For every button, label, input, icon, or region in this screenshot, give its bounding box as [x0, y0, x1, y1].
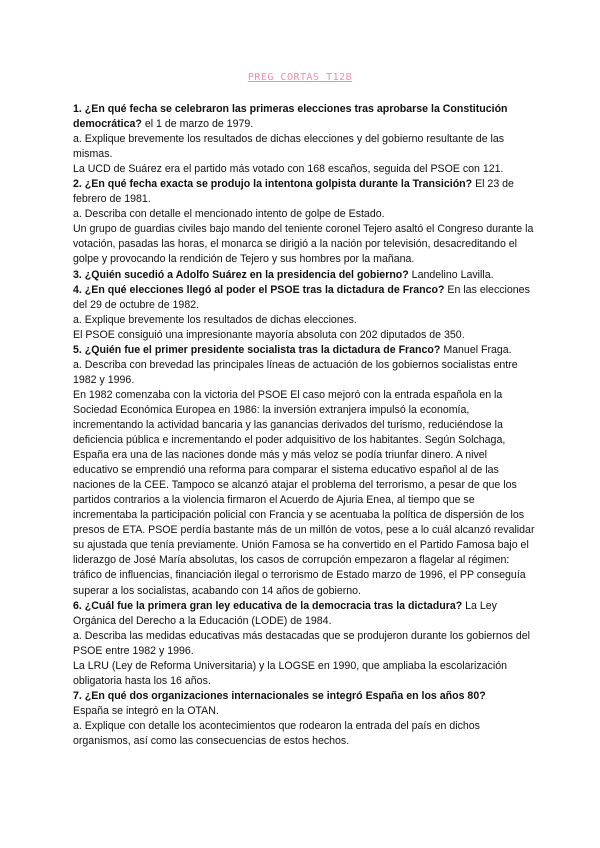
paragraph: El PSOE consiguió una impresionante mayoría absoluta con 202 diputados de 350. — [73, 328, 465, 341]
answer-text: el 1 de marzo de 1979. — [141, 118, 254, 131]
paragraph: a. Describa con detalle el mencionado intento de golpe de Estado. — [73, 208, 385, 221]
question-1 — [73, 102, 535, 132]
paragraph: La LRU (Ley de Reforma Universitaria) y la LOGSE en 1990, que ampliaba la escolarización obligatoria hasta los 16 años. — [73, 659, 507, 687]
question-2 — [73, 177, 535, 207]
question-7 — [73, 689, 535, 704]
answer-text: Manuel Fraga. — [440, 343, 512, 356]
answer-text: En las elecciones del 29 de octubre de 1982. — [73, 283, 530, 311]
question-6 — [73, 599, 535, 629]
paragraph: a. Explique con detalle los acontecimientos que rodearon la entrada del país en dichos organismos, así como las consecuencias de estos hechos. — [73, 719, 480, 747]
question-text: 3. ¿Quién sucedió a Adolfo Suárez en la presidencia del gobierno? — [73, 268, 409, 281]
paragraph: La UCD de Suárez era el partido más votado con 168 escaños, seguida del PSOE con 121. — [73, 163, 504, 176]
paragraph: Un grupo de guardias civiles bajo mando del teniente coronel Tejero asaltó el Congreso durante la votación, pasadas las horas, el monarca se dirigió a la nación por televisión, desacreditando el golpe y provocando la rendición de Tejero y sus hombres por la mañana. — [73, 223, 534, 266]
paragraph: España se integró en la OTAN. — [73, 704, 219, 717]
paragraph: a. Explique brevemente los resultados de dichas elecciones. — [73, 313, 357, 326]
question-text: 5. ¿Quién fue el primer presidente socialista tras la dictadura de Franco? — [73, 343, 441, 356]
question-text: 7. ¿En qué dos organizaciones internacionales se integró España en los años 80? — [73, 689, 486, 702]
paragraph: a. Explique brevemente los resultados de dichas elecciones y del gobierno resultante de las mismas. — [73, 133, 505, 161]
question-4 — [73, 283, 535, 313]
question-text: 2. ¿En qué fecha exacta se produjo la intentona golpista durante la Transición? — [73, 178, 473, 191]
question-text: 1. ¿En qué fecha se celebraron las primeras elecciones tras aprobarse la Constitución democrática? — [73, 103, 508, 131]
page-title: PREG CORTAS T12B — [247, 72, 353, 83]
question-text: 6. ¿Cuál fue la primera gran ley educativa de la democracia tras la dictadura? — [73, 599, 463, 612]
answer-text: El 23 de febrero de 1981. — [73, 178, 514, 206]
answer-text: La Ley Orgánica del Derecho a la Educación (LODE) de 1984. — [73, 599, 497, 627]
question-5 — [73, 343, 535, 358]
question-3 — [73, 268, 535, 283]
question-text: 4. ¿En qué elecciones llegó al poder el PSOE tras la dictadura de Franco? — [73, 283, 445, 296]
paragraph: a. Describa con brevedad las principales líneas de actuación de los gobiernos socialistas entre 1982 y 1996. — [73, 358, 518, 386]
paragraph: a. Describa las medidas educativas más destacadas que se produjeron durante los gobiernos del PSOE entre 1982 y 1996. — [73, 629, 530, 657]
answer-text: Landelino Lavilla. — [408, 268, 494, 281]
paragraph: En 1982 comenzaba con la victoria del PSOE El caso mejoró con la entrada española en la Sociedad Económica Europea en 1986: la inversión extranjera impulsó la economía, incrementando la actividad bancaria y las ganancias derivados del turismo, reduciéndose la deficiencia pública e incrementando el poder adquisitivo de los habitantes. Según Solchaga, España era una de las naciones donde más y más veloz se podía triunfar dinero. A nivel educativo se emprendió una reforma para comparar el sistema educativo español al de las naciones de la CEE. Tampoco se alcanzó atajar el problema del terrorismo, a pesar de que los partidos contrarios a la violencia firmaron el Acuerdo de Ajuria Enea, al tiempo que se incrementaba la participación policial con Francia y se acentuaba la política de dispersión de los presos de ETA. PSOE perdía bastante más de un millón de votos, pese a lo cuál alcanzó revalidar su ajustada que tenía previamente. Unión Famosa se ha convertido en el Partido Famosa bajo el liderazgo de José María absolutas, los casos de corrupción empezaron a flagelar al régimen: tráfico de influencias, financiación ilegal o terrorismo de Estado marzo de 1996, el PP conseguía superar a los socialistas, acabando con 14 años de gobierno. — [73, 388, 535, 597]
document-body — [73, 102, 535, 749]
